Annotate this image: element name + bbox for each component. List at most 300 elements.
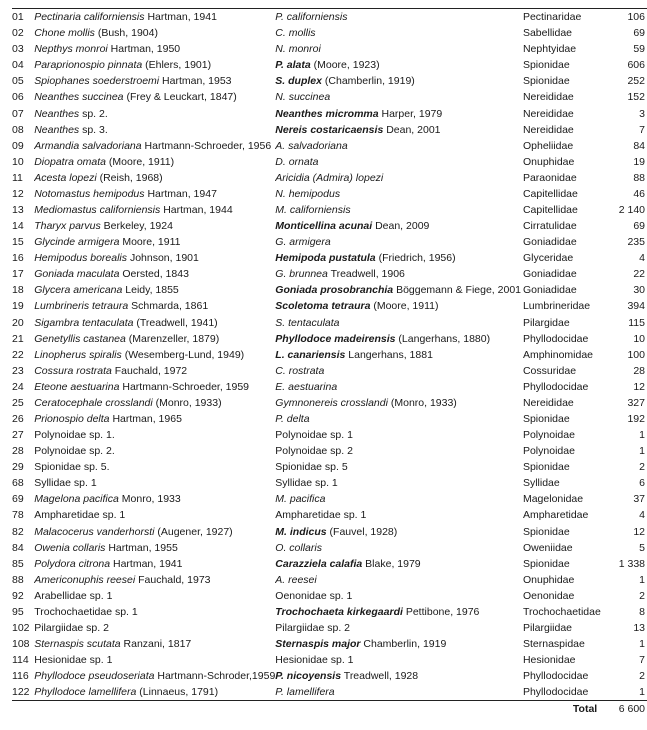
current-name [275, 347, 523, 363]
species-text: Spionidae sp. 5. [34, 461, 110, 474]
species-text: (Monro, 1933) [152, 396, 222, 409]
abundance-count: 7 [639, 654, 645, 667]
species-text: Notomastus hemipodus [34, 187, 145, 200]
current-name-text: Nereis costaricaensis [275, 123, 384, 136]
family-name: Goniadidae [522, 236, 577, 249]
species-text: (Reish, 1968) [96, 171, 163, 184]
species-text: Neanthes succinea [34, 91, 124, 104]
row-number: 18 [12, 284, 24, 297]
current-name [275, 507, 523, 523]
family-name: Polynoidae [522, 445, 575, 458]
current-name [275, 636, 523, 652]
table-row [12, 540, 647, 556]
species-text: Magelona pacifica [34, 493, 119, 506]
species-name [34, 604, 275, 620]
species-name [34, 186, 275, 202]
species-name [34, 250, 275, 266]
species-text: Diopatra omata [34, 155, 107, 168]
table-row [12, 507, 647, 523]
current-name-text: C. rostrata [275, 364, 325, 377]
table-row [12, 331, 647, 347]
abundance-count: 2 140 [618, 203, 645, 216]
species-text: Linopherus spiralis [34, 348, 122, 361]
species-name [34, 122, 275, 138]
table-row [12, 347, 647, 363]
species-name [34, 668, 275, 684]
species-text: Arabellidae sp. 1 [34, 589, 113, 602]
current-name-text: Langerhans, 1881 [345, 348, 433, 361]
current-name [275, 73, 523, 89]
abundance-count: 2 [639, 461, 645, 474]
current-name-text: Spionidae sp. 5 [275, 461, 348, 474]
species-text: Acesta lopezi [34, 171, 97, 184]
abundance-count: 100 [627, 348, 645, 361]
table-row [12, 25, 647, 41]
species-name [34, 459, 275, 475]
species-text: (Ehlers, 1901) [142, 59, 212, 72]
abundance-count: 59 [633, 43, 645, 56]
table-row [12, 524, 647, 540]
row-number: 07 [12, 107, 24, 120]
species-text: Owenia collaris [34, 541, 106, 554]
current-name [275, 684, 523, 701]
family-name: Goniadidae [522, 268, 577, 281]
species-text: Spiophanes soederstroemi [34, 75, 160, 88]
current-name-text: Carazziela calafia [275, 557, 363, 570]
current-name [275, 138, 523, 154]
row-number: 19 [12, 300, 24, 313]
species-text: Hartman, 1941 [110, 557, 183, 570]
species-text: Hartmann-Schroeder, 1956 [141, 139, 272, 152]
current-name-text: Scoletoma tetraura [275, 300, 371, 313]
row-number: 114 [12, 654, 29, 667]
current-name-text: Neanthes micromma [275, 107, 379, 120]
abundance-count: 8 [639, 605, 645, 618]
abundance-count: 1 [611, 684, 647, 701]
row-number: 14 [12, 220, 24, 233]
family-name: Spionidae [522, 525, 570, 538]
family-name: Nereididae [522, 123, 574, 136]
row-number: 06 [12, 91, 24, 104]
row-number: 03 [12, 43, 24, 56]
current-name-text: Hemipoda pustatula [275, 252, 376, 265]
abundance-count: 84 [633, 139, 645, 152]
row-number: 28 [12, 445, 24, 458]
row-number: 26 [12, 412, 24, 425]
current-name-text: Ampharetidae sp. 1 [275, 509, 367, 522]
current-name [275, 620, 523, 636]
current-name-text: O. collaris [275, 541, 322, 554]
table-row [12, 298, 647, 314]
table-row [12, 202, 647, 218]
current-name-text: P. californiensis [275, 11, 348, 24]
row-number: 69 [12, 493, 24, 506]
row-number: 17 [12, 268, 24, 281]
species-text: Sternaspis scutata [34, 638, 121, 651]
current-name-text: M. pacifica [275, 493, 326, 506]
current-name-text: Polynoidae sp. 1 [275, 429, 353, 442]
species-text: (Moore, 1911) [106, 155, 175, 168]
current-name-text: (Fauvel, 1928) [326, 525, 398, 538]
current-name [275, 186, 523, 202]
row-number: 13 [12, 203, 24, 216]
species-text: Prionospio delta [34, 412, 110, 425]
current-name-text: Phyllodoce madeirensis [275, 332, 396, 345]
current-name-text: (Moore, 1911) [370, 300, 439, 313]
abundance-count: 28 [633, 364, 645, 377]
species-text: Cossura rostrata [34, 364, 112, 377]
table-row [12, 170, 647, 186]
table-row [12, 266, 647, 282]
table-row [12, 282, 647, 298]
current-name [275, 524, 523, 540]
current-name [275, 298, 523, 314]
species-text: (Treadwell, 1941) [133, 316, 218, 329]
family-name: Cirratulidae [522, 220, 577, 233]
table-row [12, 57, 647, 73]
family-name: Spionidae [522, 557, 570, 570]
row-number: 21 [12, 332, 24, 345]
family-name: Phyllodocidae [522, 670, 589, 683]
current-name [275, 459, 523, 475]
abundance-count: 30 [633, 284, 645, 297]
current-name-text: Treadwell, 1928 [341, 670, 419, 683]
abundance-count: 1 [639, 638, 645, 651]
current-name [275, 266, 523, 282]
table-row [12, 73, 647, 89]
species-text: Lumbrineris tetraura [34, 300, 129, 313]
abundance-count: 37 [633, 493, 645, 506]
abundance-count: 22 [633, 268, 645, 281]
species-name [34, 524, 275, 540]
table-row [12, 9, 647, 26]
species-name [34, 572, 275, 588]
table-row [12, 363, 647, 379]
current-name-text: P. lamellifera [275, 686, 335, 699]
current-name-text: Monticellina acunai [275, 220, 373, 233]
family-name: Goniadidae [522, 284, 577, 297]
family-name: Ampharetidae [522, 509, 589, 522]
current-name-text: P. nicoyensis [275, 670, 342, 683]
family-name: Nereididae [522, 396, 574, 409]
abundance-count: 88 [633, 171, 645, 184]
family-name: Glyceridae [522, 252, 574, 265]
species-text: Hartman, 1941 [144, 11, 217, 24]
species-text: Armandia salvadoriana [34, 139, 142, 152]
species-text: Polynoidae sp. 2. [34, 445, 115, 458]
table-row [12, 89, 647, 105]
abundance-count: 192 [627, 412, 645, 425]
family-name: Syllidae [522, 477, 560, 490]
family-name: Spionidae [522, 75, 570, 88]
row-number: 25 [12, 396, 24, 409]
current-name-text: M. californiensis [275, 203, 351, 216]
abundance-count: 7 [639, 123, 645, 136]
family-name: Pectinaridae [523, 9, 611, 26]
family-name: Phyllodocidae [522, 380, 589, 393]
abundance-count: 13 [633, 622, 645, 634]
species-name [34, 234, 275, 250]
current-name [275, 556, 523, 572]
table-row [12, 411, 647, 427]
abundance-count: 10 [633, 332, 645, 345]
species-text: Americonuphis reesei [34, 573, 136, 586]
species-name [34, 154, 275, 170]
species-name [34, 588, 275, 604]
species-text: sp. 2. [79, 107, 108, 120]
table-row [12, 668, 647, 684]
table-row [12, 218, 647, 234]
family-name: Pilargiidae [522, 622, 572, 634]
row-number: 16 [12, 252, 24, 265]
table-row [12, 684, 647, 701]
family-name: Lumbrineridae [522, 300, 591, 313]
row-number: 05 [12, 75, 24, 88]
species-name [34, 331, 275, 347]
current-name-text: L. canariensis [275, 348, 346, 361]
table-row [12, 491, 647, 507]
current-name-text: (Chamberlin, 1919) [321, 75, 415, 88]
current-name [275, 491, 523, 507]
family-name: Onuphidae [522, 573, 575, 586]
species-text: Glycera americana [34, 284, 123, 297]
species-name [34, 652, 275, 668]
species-name [34, 9, 275, 26]
current-name-text: D. ornata [275, 155, 319, 168]
family-name: Trochochaetidae [522, 605, 601, 618]
row-number: 27 [12, 429, 24, 442]
row-number: 12 [12, 187, 24, 200]
species-name [34, 138, 275, 154]
current-name [275, 475, 523, 491]
current-name-text: A. reesei [275, 573, 317, 586]
abundance-count: 1 [639, 445, 645, 458]
current-name-text: P. alata [275, 59, 311, 72]
row-number: 09 [12, 139, 24, 152]
current-name-text: A. salvadoriana [275, 139, 348, 152]
family-name: Sabellidae [522, 27, 573, 40]
species-text: Polynoidae sp. 1. [34, 429, 115, 442]
family-name: Pilargidae [522, 316, 570, 329]
current-name [275, 25, 523, 41]
table-row [12, 234, 647, 250]
species-text: Sigambra tentaculata [34, 316, 134, 329]
species-text: Glycinde armigera [34, 236, 120, 249]
family-name: Oweniidae [522, 541, 573, 554]
table-row [12, 572, 647, 588]
abundance-count: 606 [627, 59, 645, 72]
species-text: (Linnaeus, 1791) [136, 686, 219, 699]
family-name: Paraonidae [522, 171, 577, 184]
current-name-text: Oenonidae sp. 1 [275, 589, 353, 602]
table-row [12, 105, 647, 121]
species-text: Neanthes [34, 123, 80, 136]
species-name [34, 556, 275, 572]
row-number: 29 [12, 461, 24, 474]
current-name-text: Dean, 2009 [372, 220, 430, 233]
species-name [34, 105, 275, 121]
table-row [12, 395, 647, 411]
species-text: Hartman, 1947 [144, 187, 217, 200]
species-name [34, 41, 275, 57]
current-name [275, 572, 523, 588]
current-name-text: Chamberlin, 1919 [360, 638, 447, 651]
row-number: 22 [12, 348, 24, 361]
current-name [275, 122, 523, 138]
species-name [34, 314, 275, 330]
current-name [275, 379, 523, 395]
species-text: Hartman, 1955 [105, 541, 178, 554]
abundance-count: 252 [627, 75, 645, 88]
species-name [34, 282, 275, 298]
species-text: Berkeley, 1924 [100, 220, 173, 233]
abundance-count: 5 [639, 541, 645, 554]
species-text: Moore, 1911 [119, 236, 181, 249]
species-name [34, 620, 275, 636]
table-row [12, 122, 647, 138]
row-number: 08 [12, 123, 24, 136]
species-text: Schmarda, 1861 [128, 300, 209, 313]
current-name-text: Böggemann & Fiege, 2001 [393, 284, 521, 297]
family-name: Cossuridae [522, 364, 577, 377]
current-name-text: P. delta [275, 412, 310, 425]
family-name: Sternaspidae [522, 638, 585, 651]
family-name: Spionidae [522, 59, 570, 72]
species-name [34, 684, 275, 701]
species-name [34, 57, 275, 73]
species-text: Hartman, 1944 [160, 203, 233, 216]
species-name [34, 218, 275, 234]
species-name [34, 411, 275, 427]
family-name: Magelonidae [522, 493, 584, 506]
row-number: 68 [12, 477, 24, 490]
table-row [12, 588, 647, 604]
current-name-text: G. armigera [275, 236, 331, 249]
species-name [34, 427, 275, 443]
species-name [34, 395, 275, 411]
species-text: Goniada maculata [34, 268, 120, 281]
current-name-text: S. tentaculata [275, 316, 340, 329]
species-text: Oersted, 1843 [119, 268, 189, 281]
current-name [275, 9, 523, 26]
current-name [275, 170, 523, 186]
total-label: Total [572, 703, 598, 716]
current-name-text: (Friedrich, 1956) [375, 252, 456, 265]
species-text: (Marenzeller, 1879) [125, 332, 220, 345]
current-name [275, 427, 523, 443]
row-number: 15 [12, 236, 24, 249]
species-text: Fauchald, 1972 [111, 364, 188, 377]
abundance-count: 106 [611, 9, 647, 26]
current-name [275, 314, 523, 330]
current-name-text: S. duplex [275, 75, 322, 88]
family-name: Onuphidae [522, 155, 575, 168]
abundance-count: 19 [633, 155, 645, 168]
species-text: Phyllodoce lamellifera [34, 686, 137, 699]
current-name-text: N. hemipodus [275, 187, 341, 200]
species-name [34, 540, 275, 556]
row-number: 04 [12, 59, 24, 72]
current-name-text: (Monro, 1933) [387, 396, 457, 409]
species-text: Ceratocephale crosslandi [34, 396, 153, 409]
family-name: Amphinomidae [522, 348, 594, 361]
table-row [12, 459, 647, 475]
species-name [34, 25, 275, 41]
species-text: Nepthys monroi [34, 43, 108, 56]
table-row [12, 556, 647, 572]
row-number: 24 [12, 380, 24, 393]
row-number: 92 [12, 589, 24, 602]
row-number: 20 [12, 316, 24, 329]
current-name-text: (Langerhans, 1880) [395, 332, 491, 345]
table-row [12, 379, 647, 395]
species-text: (Frey & Leuckart, 1847) [123, 91, 237, 104]
current-name [275, 202, 523, 218]
table-row [12, 475, 647, 491]
row-number: 88 [12, 573, 24, 586]
row-number: 85 [12, 557, 24, 570]
abundance-count: 12 [633, 380, 645, 393]
species-name [34, 298, 275, 314]
species-text: Hemipodus borealis [34, 252, 128, 265]
abundance-count: 1 [639, 573, 645, 586]
species-text: Syllidae sp. 1 [34, 477, 97, 490]
species-text: Ampharetidae sp. 1 [34, 509, 126, 522]
table-row [12, 186, 647, 202]
species-name [34, 443, 275, 459]
abundance-count: 69 [633, 220, 645, 233]
family-name: Polynoidae [522, 429, 575, 442]
species-text: Monro, 1933 [118, 493, 181, 506]
current-name [275, 443, 523, 459]
current-name-text: G. brunnea [275, 268, 328, 281]
table-row [12, 250, 647, 266]
current-name-text: (Moore, 1923) [310, 59, 380, 72]
row-number: 78 [12, 509, 24, 522]
table-row [12, 154, 647, 170]
row-number: 11 [12, 171, 23, 184]
current-name [275, 105, 523, 121]
species-table [12, 8, 647, 717]
abundance-count: 46 [633, 187, 645, 200]
species-text: Trochochaetidae sp. 1 [34, 605, 138, 618]
species-text: Tharyx parvus [34, 220, 101, 233]
species-name [34, 507, 275, 523]
abundance-count: 12 [633, 525, 645, 538]
species-name [34, 73, 275, 89]
current-name-text: Aricidia (Admira) lopezi [275, 171, 384, 184]
current-name [275, 250, 523, 266]
species-text: Neanthes [34, 107, 80, 120]
abundance-count: 235 [627, 236, 645, 249]
table-body [12, 9, 647, 718]
current-name [275, 652, 523, 668]
current-name-text: Sternaspis major [275, 638, 361, 651]
species-text: Hartmann-Schroder,1959 [154, 670, 276, 683]
table-row [12, 443, 647, 459]
current-name [275, 540, 523, 556]
row-number: 122 [12, 684, 34, 701]
abundance-count: 4 [639, 509, 645, 522]
species-text: Hartman, 1965 [109, 412, 182, 425]
current-name [275, 331, 523, 347]
species-name [34, 636, 275, 652]
species-name [34, 170, 275, 186]
total-spacer [12, 701, 523, 718]
row-number: 23 [12, 364, 24, 377]
species-text: Leidy, 1855 [122, 284, 179, 297]
family-name: Nereididae [522, 91, 574, 104]
